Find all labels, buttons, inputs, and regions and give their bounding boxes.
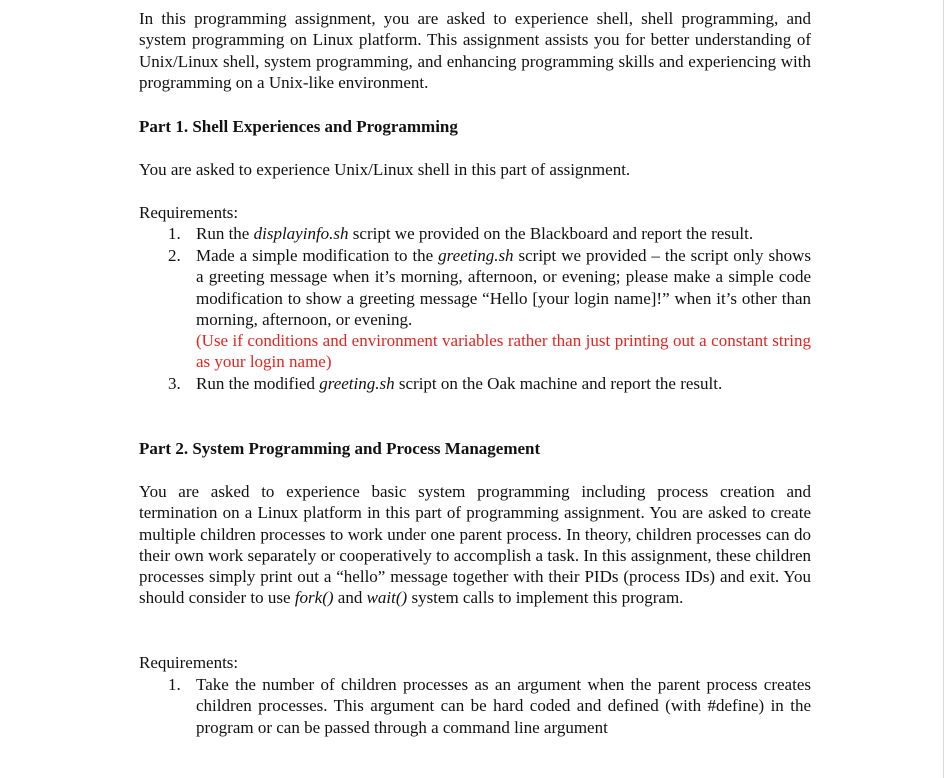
filename: greeting.sh [319, 374, 395, 393]
function-name: wait() [366, 588, 408, 608]
page-edge-divider [943, 0, 944, 778]
list-number: 2. [168, 246, 181, 265]
part1-heading: Part 1. Shell Experiences and Programming [139, 117, 458, 136]
intro-paragraph: In this programming assignment, you are asked to experience shell, shell programming, and system programming on Linux platform. This assignment assists you for better understanding of Unix/Linux shell, system programming, and enhancing programming skills and experiencing with programming on a Unix-like environment. [139, 9, 811, 92]
part2-requirement-1 [168, 674, 811, 738]
list-number: 1. [168, 224, 181, 243]
part2-requirements-label: Requirements: [139, 653, 239, 672]
part2-heading: Part 2. System Programming and Process Management [139, 439, 541, 458]
part1-requirement-2 [168, 245, 811, 373]
part1-requirement-1 [168, 223, 811, 244]
list-number: 3. [168, 374, 181, 393]
list-item-body: Take the number of children processes as an argument when the parent process creates children processes. This argument can be hard coded and defined (with #define) in the program or can be passed through a command line argument [196, 675, 811, 737]
part1-requirement-3 [168, 373, 811, 394]
filename: greeting.sh [438, 246, 514, 265]
list-item-body: Made a simple modification to the greeting.sh script we provided – the script only shows a greeting message when it’s morning, afternoon, or evening; please make a simple code modification to show a greeting message “Hello [your login name]!” when it’s other than morning, afternoon, or evening. (Use if conditions and environment variables rather than just printing out a constant string as your login name) [196, 246, 811, 372]
list-number: 1. [168, 675, 181, 694]
part1-intro: You are asked to experience Unix/Linux shell in this part of assignment. [139, 160, 631, 179]
function-name: fork() [294, 588, 334, 608]
requirement-note: (Use if conditions and environment variables rather than just printing out a constant string as your login name) [196, 331, 811, 372]
part1-requirements-label: Requirements: [139, 203, 239, 222]
part2-paragraph: You are asked to experience basic system programming including process creation and termination on a Linux platform in this part of programming assignment. You are asked to create multiple children processes to work under one parent process. In theory, children processes can do their own work separately or cooperatively to accomplish a task. In this assignment, these children processes simply print out a “hello” message together with their PIDs (process IDs) and exit. You should consider to use fork() and wait() system calls to implement this program. [139, 482, 811, 608]
filename: displayinfo.sh [253, 224, 349, 243]
list-item-body: Run the modified greeting.sh script on the Oak machine and report the result. [196, 374, 723, 393]
list-item-body: Run the displayinfo.sh script we provided on the Blackboard and report the result. [196, 224, 754, 243]
